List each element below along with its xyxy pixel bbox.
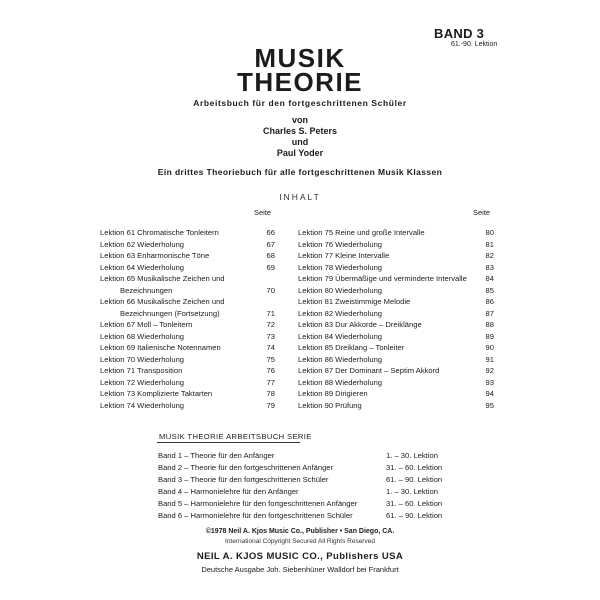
toc-label: Lektion 78 Wiederholung — [298, 262, 383, 272]
toc-page: 70 — [266, 285, 275, 295]
toc-label: Lektion 79 Übermäßige und verminderte Intervalle — [298, 274, 467, 283]
toc-row — [100, 250, 275, 262]
toc-label: Lektion 88 Wiederholung — [298, 377, 383, 387]
toc-label: Lektion 77 Kleine Intervalle — [298, 251, 390, 260]
toc-label: Lektion 63 Enharmonische Töne — [100, 251, 210, 260]
toc-label: Lektion 76 Wiederholung — [298, 239, 383, 249]
toc-row — [298, 319, 494, 331]
toc-page: 73 — [266, 331, 275, 341]
toc-page: 82 — [485, 251, 494, 260]
page-column-label-right: Seite — [473, 208, 491, 217]
toc-label: Lektion 73 Komplizierte Taktarten — [100, 389, 213, 398]
series-item — [158, 510, 450, 522]
toc-page: 81 — [485, 239, 494, 249]
author-2: Paul Yoder — [276, 148, 324, 158]
toc-label: Lektion 86 Wiederholung — [298, 354, 383, 364]
series-item-range: 31. – 60. Lektion — [386, 463, 443, 472]
toc-page: 88 — [485, 320, 494, 329]
series-item-range: 61. – 90. Lektion — [386, 475, 443, 484]
rights-line: International Copyright Secured All Rights Reserved — [225, 538, 375, 545]
toc-page: 91 — [485, 354, 494, 364]
toc-page: 75 — [266, 354, 275, 364]
toc-label: Lektion 62 Wiederholung — [100, 239, 185, 249]
toc-row — [298, 400, 494, 412]
toc-row — [100, 388, 275, 400]
toc-label: Lektion 90 Prüfung — [298, 400, 362, 410]
toc-label: Lektion 83 Dur Akkorde – Dreiklänge — [298, 320, 422, 329]
toc-label — [100, 296, 235, 319]
toc-label-line-2: Bezeichnungen (Fortsetzung) — [120, 308, 220, 318]
publisher-line: NEIL A. KJOS MUSIC CO., Publishers USA — [196, 551, 404, 562]
series-item — [158, 486, 450, 498]
series-item-label: Band 1 – Theorie für den Anfänger — [158, 451, 275, 460]
toc-row — [100, 400, 275, 412]
toc-page: 89 — [485, 331, 494, 341]
toc-label-line-1: Lektion 65 Musikalische Zeichen und — [100, 274, 225, 283]
toc-label: Lektion 87 Der Dominant – Septim Akkord — [298, 366, 440, 375]
toc-label: Lektion 81 Zweistimmige Melodie — [298, 297, 411, 306]
and-label: und — [291, 137, 309, 147]
contents-right-column — [298, 227, 494, 411]
toc-row — [298, 354, 494, 366]
toc-page: 85 — [485, 285, 494, 295]
toc-label: Lektion 82 Wiederholung — [298, 308, 383, 318]
toc-label: Lektion 71 Transposition — [100, 366, 183, 375]
series-item-label: Band 3 – Theorie für den fortgeschrittenen Schüler — [158, 475, 329, 484]
series-list — [158, 450, 450, 522]
band-range: 61.-90. Lektion — [451, 41, 498, 48]
toc-page: 74 — [266, 343, 275, 352]
toc-row — [100, 227, 275, 239]
series-item-range: 61. – 90. Lektion — [386, 511, 443, 520]
subtitle: Arbeitsbuch für den fortgeschrittenen Schüler — [193, 98, 407, 108]
toc-label-line-1: Lektion 66 Musikalische Zeichen und — [100, 297, 225, 306]
toc-row — [100, 331, 275, 343]
toc-row — [100, 354, 275, 366]
toc-page: 67 — [266, 239, 275, 249]
by-label: von — [291, 115, 308, 125]
toc-page: 79 — [266, 400, 275, 410]
toc-row — [298, 331, 494, 343]
toc-label: Lektion 72 Wiederholung — [100, 377, 185, 387]
toc-page: 93 — [485, 377, 494, 387]
toc-page: 86 — [485, 297, 494, 306]
toc-page: 71 — [266, 308, 275, 318]
toc-page: 68 — [266, 251, 275, 260]
series-item-label: Band 4 – Harmonielehre für den Anfänger — [158, 487, 299, 496]
toc-row — [100, 377, 275, 389]
toc-label: Lektion 70 Wiederholung — [100, 354, 185, 364]
toc-page: 77 — [266, 377, 275, 387]
toc-page: 80 — [485, 228, 494, 237]
toc-row — [100, 365, 275, 377]
toc-page: 92 — [485, 366, 494, 375]
toc-page: 78 — [266, 389, 275, 398]
toc-page: 83 — [485, 262, 494, 272]
toc-label: Lektion 67 Moll – Tonleitern — [100, 320, 193, 329]
toc-page: 76 — [266, 366, 275, 375]
toc-row — [298, 296, 494, 308]
copyright-line: ©1978 Neil A. Kjos Music Co., Publisher • San Diego, CA. — [205, 528, 395, 535]
toc-row — [298, 308, 494, 320]
series-heading: MUSIK THEORIE ARBEITSBUCH SERIE — [159, 432, 312, 441]
toc-label: Lektion 69 Italienische Notennamen — [100, 343, 221, 352]
toc-label — [100, 273, 235, 296]
toc-page: 69 — [266, 262, 275, 272]
toc-row — [298, 273, 494, 285]
toc-row — [298, 239, 494, 251]
author-1: Charles S. Peters — [262, 126, 338, 136]
title-line-1: MUSIK — [254, 43, 346, 73]
toc-row — [100, 239, 275, 251]
toc-label: Lektion 75 Reine und große Intervalle — [298, 228, 425, 237]
toc-label: Lektion 85 Dreiklang – Tonleiter — [298, 343, 405, 352]
toc-row — [298, 377, 494, 389]
toc-row — [298, 365, 494, 377]
series-item-range: 1. – 30. Lektion — [386, 487, 438, 496]
series-item — [158, 498, 450, 510]
description: Ein drittes Theoriebuch für alle fortgeschrittenen Musik Klassen — [157, 167, 443, 177]
toc-label: Lektion 80 Wiederholung — [298, 285, 383, 295]
toc-row — [298, 262, 494, 274]
toc-page: 72 — [266, 320, 275, 329]
toc-label: Lektion 74 Wiederholung — [100, 400, 185, 410]
toc-page: 94 — [485, 389, 494, 398]
toc-page: 90 — [485, 343, 494, 352]
title-line-2: THEORIE — [236, 67, 364, 97]
toc-page: 87 — [485, 308, 494, 318]
series-item — [158, 474, 450, 486]
toc-label: Lektion 64 Wiederholung — [100, 262, 185, 272]
series-item-range: 1. – 30. Lektion — [386, 451, 438, 460]
toc-row — [100, 262, 275, 274]
series-heading-underline — [157, 442, 300, 443]
contents-left-column — [100, 227, 275, 411]
toc-label: Lektion 89 Dirigieren — [298, 389, 368, 398]
toc-row — [298, 285, 494, 297]
toc-row — [298, 388, 494, 400]
toc-page: 66 — [266, 228, 275, 237]
contents-heading: INHALT — [279, 192, 321, 202]
series-item-label: Band 2 – Theorie für den fortgeschrittenen Anfänger — [158, 463, 334, 472]
toc-label: Lektion 61 Chromatische Tonleitern — [100, 228, 219, 237]
toc-label: Lektion 68 Wiederholung — [100, 331, 185, 341]
toc-label-line-2: Bezeichnungen — [120, 285, 173, 295]
band-label: BAND 3 — [434, 26, 485, 41]
page-column-label-left: Seite — [254, 208, 272, 217]
toc-row — [298, 250, 494, 262]
series-item — [158, 462, 450, 474]
toc-page: 84 — [485, 274, 494, 283]
series-item-range: 31. – 60. Lektion — [386, 499, 443, 508]
toc-page: 95 — [485, 400, 494, 410]
toc-row — [298, 342, 494, 354]
toc-row — [100, 296, 275, 319]
toc-row — [100, 342, 275, 354]
series-item-label: Band 5 – Harmonielehre für den fortgeschrittenen Anfänger — [158, 499, 358, 508]
toc-row — [100, 319, 275, 331]
german-edition-line: Deutsche Ausgabe Joh. Siebenhüner Walldorf bei Frankfurt — [201, 565, 399, 574]
series-item — [158, 450, 450, 462]
toc-row — [298, 227, 494, 239]
toc-label: Lektion 84 Wiederholung — [298, 331, 383, 341]
toc-row — [100, 273, 275, 296]
series-item-label: Band 6 – Harmonielehre für den fortgeschrittenen Schüler — [158, 511, 353, 520]
